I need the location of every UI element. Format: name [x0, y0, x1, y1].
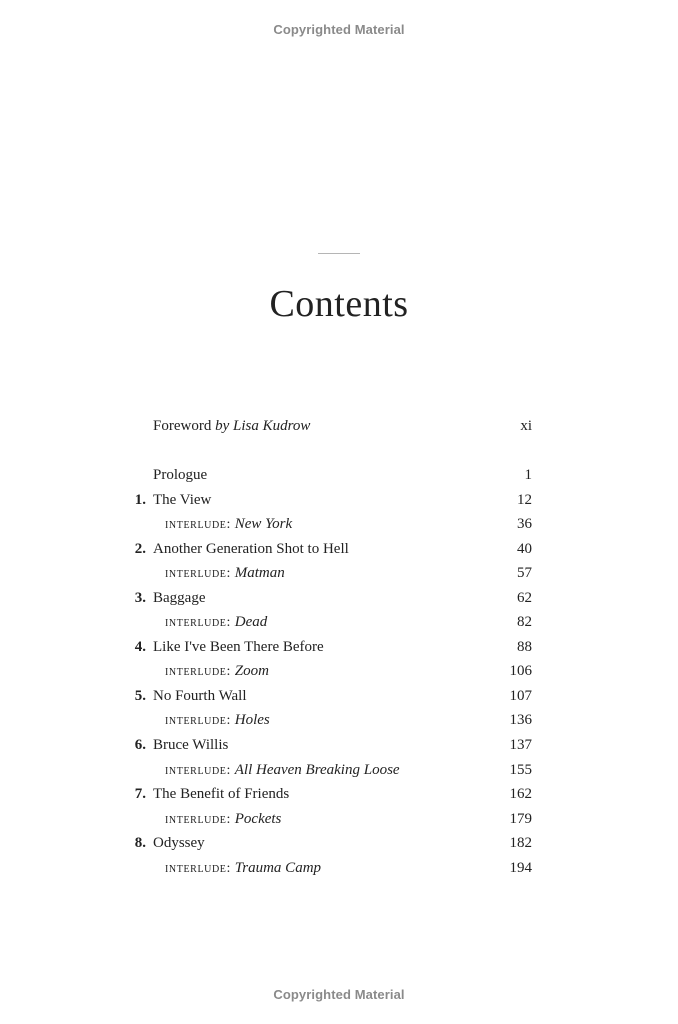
toc-entry-interlude[interactable]: [0, 807, 678, 831]
entry-page-number: 179: [509, 811, 532, 827]
toc-entry-chapter[interactable]: [0, 488, 678, 512]
chapter-number: 8.: [134, 835, 146, 851]
chapter-number: 7.: [134, 786, 146, 802]
entry-title: Another Generation Shot to Hell: [153, 541, 349, 557]
entry-title: Prologue: [153, 467, 208, 483]
entry-page-number: 137: [509, 737, 532, 753]
entry-page-number: 62: [517, 590, 532, 606]
entry-title: interlude: Trauma Camp: [165, 860, 322, 876]
toc-entry-interlude[interactable]: [0, 708, 678, 732]
entry-title: interlude: Zoom: [165, 663, 269, 679]
toc-entry-interlude[interactable]: [0, 512, 678, 536]
entry-title: interlude: Dead: [165, 614, 268, 630]
entry-page-number: 194: [509, 860, 532, 876]
entry-page-number: 40: [517, 541, 532, 557]
toc-entry-foreword[interactable]: [0, 414, 678, 438]
toc-entry-interlude[interactable]: [0, 856, 678, 880]
entry-page-number: 12: [517, 492, 532, 508]
entry-page-number: 136: [509, 712, 532, 728]
entry-title: Odyssey: [153, 835, 205, 851]
toc-entry-chapter[interactable]: [0, 586, 678, 610]
entry-page-number: xi: [520, 418, 532, 434]
chapter-number: 3.: [134, 590, 146, 606]
copyright-watermark-top: Copyrighted Material: [273, 22, 405, 37]
entry-page-number: 155: [509, 762, 532, 778]
entry-title: Baggage: [153, 590, 206, 606]
entry-page-number: 162: [509, 786, 532, 802]
entry-page-number: 57: [517, 565, 532, 581]
toc-entry-chapter[interactable]: [0, 733, 678, 757]
page-title: Contents: [269, 283, 409, 325]
entry-title: Like I've Been There Before: [153, 639, 324, 655]
chapter-number: 5.: [134, 688, 146, 704]
entry-page-number: 106: [509, 663, 532, 679]
toc-entry-interlude[interactable]: [0, 561, 678, 585]
entry-title: interlude: New York: [165, 516, 293, 532]
entry-title: interlude: Pockets: [165, 811, 282, 827]
entry-title: interlude: All Heaven Breaking Loose: [165, 762, 400, 778]
entry-page-number: 1: [524, 467, 532, 483]
copyright-watermark-bottom: Copyrighted Material: [273, 987, 405, 1002]
entry-title: No Fourth Wall: [153, 688, 247, 704]
chapter-number: 1.: [134, 492, 146, 508]
chapter-number: 4.: [134, 639, 146, 655]
toc-entry-interlude[interactable]: [0, 610, 678, 634]
entry-title: interlude: Matman: [165, 565, 285, 581]
toc-entry-chapter[interactable]: [0, 831, 678, 855]
chapter-number: 6.: [134, 737, 146, 753]
entry-title: Foreword by Lisa Kudrow: [153, 418, 311, 434]
toc-entry-prologue[interactable]: [0, 463, 678, 487]
entry-page-number: 82: [517, 614, 532, 630]
entry-title: The Benefit of Friends: [153, 786, 290, 802]
chapter-number: 2.: [134, 541, 146, 557]
entry-page-number: 36: [517, 516, 532, 532]
toc-entry-chapter[interactable]: [0, 782, 678, 806]
entry-page-number: 107: [509, 688, 532, 704]
title-rule-divider: [318, 253, 360, 254]
entry-title: interlude: Holes: [165, 712, 270, 728]
toc-entry-chapter[interactable]: [0, 537, 678, 561]
toc-entry-chapter[interactable]: [0, 635, 678, 659]
entry-page-number: 182: [509, 835, 532, 851]
entry-page-number: 88: [517, 639, 532, 655]
toc-entry-interlude[interactable]: [0, 659, 678, 683]
toc-entry-interlude[interactable]: [0, 758, 678, 782]
entry-title: Bruce Willis: [153, 737, 229, 753]
entry-title: The View: [153, 492, 212, 508]
toc-entry-chapter[interactable]: [0, 684, 678, 708]
